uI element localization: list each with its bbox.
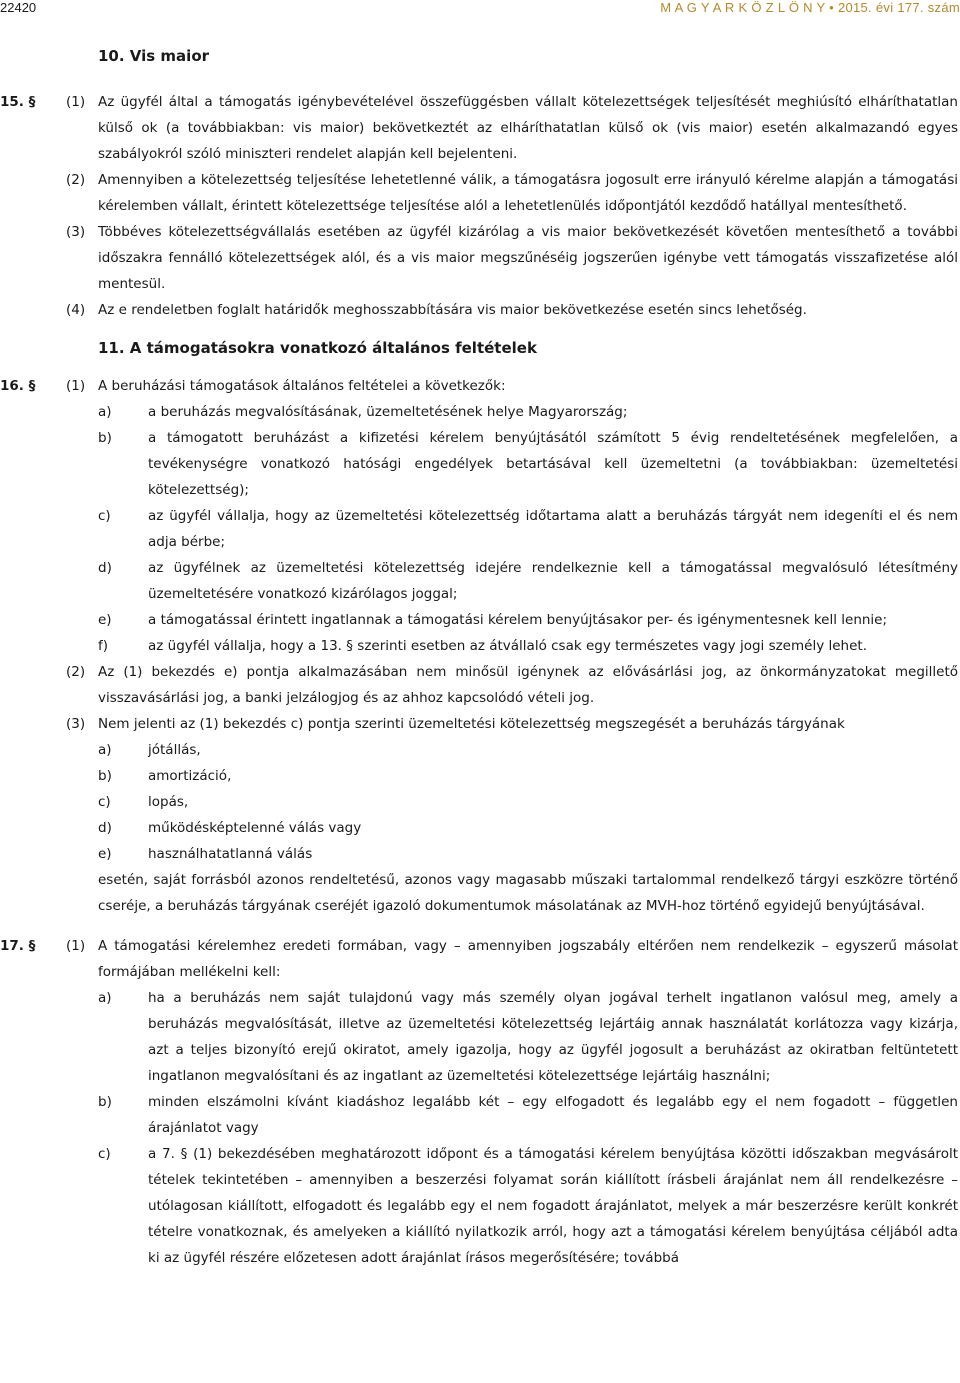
- section-number: 16. §: [0, 378, 36, 394]
- section-number: 17. §: [0, 938, 36, 954]
- list-item-label: b): [98, 430, 112, 446]
- subparagraph-number: (3): [66, 716, 86, 732]
- list-item-label: a): [98, 742, 112, 758]
- list-item: [0, 503, 958, 555]
- list-item-label: a): [98, 404, 112, 420]
- list-item: [0, 737, 958, 763]
- list-item-label: c): [98, 508, 111, 524]
- list-item-label: c): [98, 794, 111, 810]
- subparagraph-number: (1): [66, 938, 86, 954]
- list-item-label: e): [98, 612, 112, 628]
- list-item-text: a támogatással érintett ingatlannak a támogatási kérelem benyújtásakor per- és igénymentesnek kell lennie;: [148, 612, 888, 628]
- list-item: [0, 633, 958, 659]
- list-item: [0, 1089, 958, 1141]
- paragraph-17: [0, 933, 958, 1271]
- subparagraph-text: A beruházási támogatások általános feltételei a következők:: [98, 378, 506, 394]
- list-item: [0, 555, 958, 607]
- subparagraph: [0, 167, 958, 219]
- subparagraph-text: Többéves kötelezettségvállalás esetében az ügyfél kizárólag a vis maior bekövetkezését követően mentesíthető a további időszakra fennálló kötelezettségek alól, és a vis maior megszűnéséig jogszerűen igénybe vett támogatás visszafizetése alól mentesül.: [98, 224, 958, 292]
- subparagraph-text: Az e rendeletben foglalt határidők meghosszabbítására vis maior bekövetkezése esetén sincs lehetőség.: [98, 302, 807, 318]
- journal-title: M A G Y A R K Ö Z L Ö N Y • 2015. évi 177. szám: [660, 0, 960, 15]
- list-item-text: jótállás,: [148, 742, 201, 758]
- list-item-label: d): [98, 820, 112, 836]
- spacer: [0, 919, 958, 933]
- list-item: [0, 789, 958, 815]
- list-item: [0, 399, 958, 425]
- list-item-text: az ügyfélnek az üzemeltetési kötelezettség idejére rendelkeznie kell a támogatással megvalósuló létesítmény üzemeltetésére vonatkozó kizárólagos joggal;: [148, 560, 958, 602]
- page-number: 22420: [0, 0, 37, 15]
- list-item-text: minden elszámolni kívánt kiadáshoz legalább két – egy elfogadott és legalább egy el nem fogadott – független árajánlatot vagy: [148, 1094, 958, 1136]
- subparagraph-text: Nem jelenti az (1) bekezdés c) pontja szerinti üzemeltetési kötelezettség megszegését a beruházás tárgyának: [98, 716, 845, 732]
- subparagraph: [0, 219, 958, 297]
- list-item-text: működésképtelenné válás vagy: [148, 820, 362, 836]
- list-item: [0, 607, 958, 633]
- list-item-text: az ügyfél vállalja, hogy a 13. § szerinti esetben az átvállaló csak egy természetes vagy jogi személy lehet.: [148, 638, 867, 654]
- subparagraph-continuation: esetén, saját forrásból azonos rendeltetésű, azonos vagy magasabb műszaki tartalommal rendelkező tárgyi eszközre történő cseréje, a beruházás tárgyának cseréjét igazoló dokumentumok másolatának az MVH-hoz történő egyidejű benyújtásával.: [98, 872, 958, 914]
- section-title: 11. A támogatásokra vonatkozó általános feltételek: [98, 339, 537, 357]
- subparagraph-number: (1): [66, 94, 86, 110]
- list-item-text: amortizáció,: [148, 768, 232, 784]
- list-item-text: a támogatott beruházást a kifizetési kérelem benyújtásától számított 5 évig rendeltetésének megfelelően, a tevékenységre vonatkozó hatósági engedélyek betartásával kell üzemeltetni (a továbbiakban: üzemeltetési kötelezettség);: [148, 430, 958, 498]
- list-item-label: e): [98, 846, 112, 862]
- list-item: [0, 841, 958, 867]
- subparagraph-number: (2): [66, 664, 86, 680]
- subparagraph-number: (3): [66, 224, 86, 240]
- list-item-label: b): [98, 768, 112, 784]
- list-item-label: b): [98, 1094, 112, 1110]
- list-item-label: c): [98, 1146, 111, 1162]
- list-item-text: a beruházás megvalósításának, üzemeltetésének helye Magyarország;: [148, 404, 628, 420]
- subparagraph-text: Amennyiben a kötelezettség teljesítése lehetetlenné válik, a támogatásra jogosult erre irányuló kérelme alapján a támogatási kérelemben vállalt, érintett kötelezettsége teljesítése alól a lehetetlenülés időpontjától kezdődő hatállyal mentesíthető.: [98, 172, 958, 214]
- list-item-label: f): [98, 638, 109, 654]
- subparagraph-text: Az (1) bekezdés e) pontja alkalmazásában nem minősül igénynek az elővásárlási jog, az önkormányzatokat megillető visszavásárlási jog, a banki jelzálogjog és az ahhoz kapcsolódó vételi jog.: [98, 664, 958, 706]
- subparagraph-text: Az ügyfél által a támogatás igénybevételével összefüggésben vállalt kötelezettségek teljesítését meghiúsító elháríthatatlan külső ok (a továbbiakban: vis maior) bekövetkeztét az elháríthatatlan külső ok (vis maior) esetén alkalmazandó egyes szabályokról szóló miniszteri rendelet alapján kell bejelenteni.: [98, 94, 958, 162]
- subparagraph: [0, 711, 958, 737]
- subparagraph: [0, 89, 958, 167]
- subparagraph: [0, 659, 958, 711]
- list-item: [0, 985, 958, 1089]
- subparagraph: [0, 373, 958, 399]
- section-title: 10. Vis maior: [98, 47, 210, 65]
- subparagraph-number: (1): [66, 378, 86, 394]
- list-item-text: használhatatlanná válás: [148, 846, 313, 862]
- list-item: [0, 763, 958, 789]
- paragraph-15: [0, 89, 958, 323]
- list-item-label: a): [98, 990, 112, 1006]
- subparagraph-text: A támogatási kérelemhez eredeti formában, vagy – amennyiben jogszabály eltérően nem rendelkezik – egyszerű másolat formájában mellékelni kell:: [98, 938, 958, 980]
- list-item-text: lopás,: [148, 794, 189, 810]
- paragraph-16: [0, 373, 958, 919]
- document-body: [0, 43, 958, 1271]
- list-item-text: ha a beruházás nem saját tulajdonú vagy más személy olyan jogával terhelt ingatlanon valósul meg, amely a beruházás megvalósítását, illetve az üzemeltetési kötelezettség lejártáig annak használatát korlátozza vagy kizárja, azt a teljes bizonyító erejű okiratot, amely igazolja, hogy az ügyfél jogosult a beruházást az okiratban feltüntetett ingatlanon megvalósítani és az ingatlant az üzemeltetési kötelezettsége lejártáig használni;: [148, 990, 958, 1084]
- list-item: [0, 815, 958, 841]
- subparagraph-number: (2): [66, 172, 86, 188]
- section-number: 15. §: [0, 94, 36, 110]
- list-item: [0, 425, 958, 503]
- subparagraph-number: (4): [66, 302, 86, 318]
- subparagraph: [0, 297, 958, 323]
- list-item-label: d): [98, 560, 112, 576]
- list-item-text: a 7. § (1) bekezdésében meghatározott időpont és a támogatási kérelem benyújtása közötti időszakban megvásárolt tételek tekintetében – amennyiben a beszerzési folyamat során kiállított írásbeli árajánlat nem áll rendelkezésre – utólagosan kiállított, elfogadott és legalább egy el nem fogadott árajánlatot, melyek a már beszerzésre került konkrét tételre vonatkoznak, és amelyeken a kiállító nyilatkozik arról, hogy azt a támogatási kérelem benyújtása céljából adta ki az ügyfél részére előzetesen adott árajánlat írásos megerősítésére; továbbá: [148, 1146, 958, 1266]
- subparagraph: [0, 933, 958, 985]
- page-header: [0, 0, 960, 20]
- list-item-text: az ügyfél vállalja, hogy az üzemeltetési kötelezettség időtartama alatt a beruházás tárgyát nem idegeníti el és nem adja bérbe;: [148, 508, 958, 550]
- list-item: [0, 1141, 958, 1271]
